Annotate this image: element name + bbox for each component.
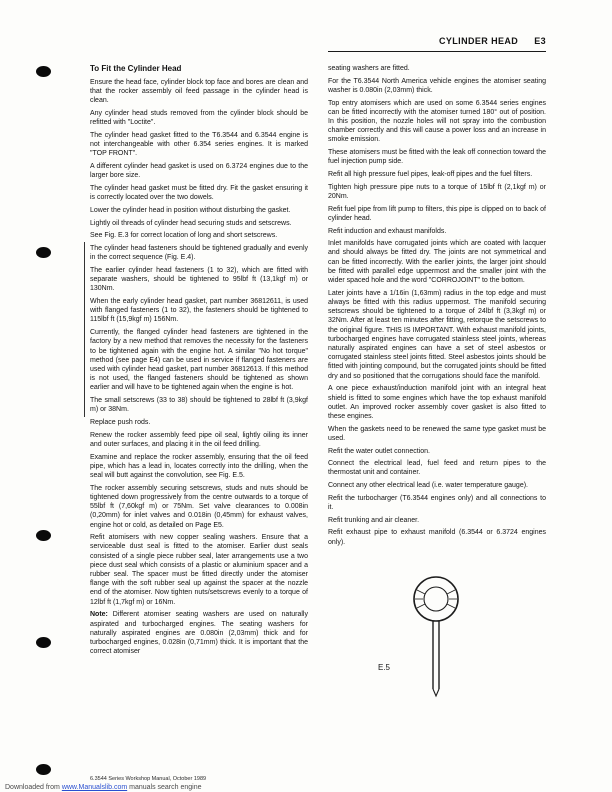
paragraph: The cylinder head fasteners should be tightened gradually and evenly in the correct sequence (Fig. E.4).	[90, 245, 308, 262]
right-column	[328, 64, 546, 705]
text-columns	[90, 64, 546, 705]
paragraph: Tighten high pressure pipe nuts to a torque of 15lbf ft (2,1kgf m) or 20Nm.	[328, 183, 546, 200]
page-header	[439, 36, 546, 46]
footer-text: 6.3544 Series Workshop Manual, October 1989	[90, 776, 207, 782]
note-paragraph	[90, 610, 308, 656]
paragraph: Replace push rods.	[90, 419, 151, 426]
paragraph: Connect the electrical lead, fuel feed and return pipes to the thermostat unit and container.	[328, 460, 546, 477]
paragraph: Top entry atomisers which are used on some 6.3544 series engines can be fitted incorrectly with the atomiser turned 180° out of position. In this position, the nozzle holes will not spray into the combustion chamber correctly and this will cause a power loss and an increase in smoke emission.	[328, 99, 546, 144]
header-rule	[328, 51, 546, 52]
binder-hole-mark	[36, 530, 51, 541]
paragraph: Ensure the head face, cylinder block top face and bores are clean and that the rocker assembly oil feed passage in the cylinder head is clean.	[90, 79, 308, 105]
paragraph: Refit atomisers with new copper sealing washers. Ensure that a serviceable dust seal is fitted to the atomiser. Earlier dust seals consisted of a single piece rubber seal, later arrangements use a two piece dust seal which consists of a plastic or aluminium spacer and a rubber seal. The spacer must be fitted directly under the atomiser flange with the soft rubber seal up against the spacer at the nozzle end of the atomiser. Now tighten nuts/setscrews evenly to a torque of 12lbf ft (1,7kgf m) or 16Nm.	[90, 534, 308, 606]
note-text: Different atomiser seating washers are used on naturally aspirated and turbocharged engines. The seating washers for naturally aspirated engines are 0.080in (2,03mm) thick and for turbocharged engines, 0.028in (0,71mm) thick. It is important that the correct atomiser	[90, 611, 308, 656]
paragraph: Connect any other electrical lead (i.e. water temperature gauge).	[328, 482, 528, 490]
paragraph: Inlet manifolds have corrugated joints which are coated with lacquer and should always be fitted dry. The joints are not symmetrical and can be fitted incorrectly. With the earlier joints, the larger joint should be fitted with parallel edge uppermost and the smaller joint with the wider spaced hole and the word "CORROJOINT" to the bottom.	[328, 240, 546, 285]
paragraph: Renew the rocker assembly feed pipe oil seal, lightly oiling its inner and outer surfaces, and placing it in the oil feed drilling.	[90, 431, 308, 448]
paragraph: The cylinder head gasket must be fitted dry. Fit the gasket ensuring it is correctly located over the two dowels.	[90, 185, 308, 202]
oil-seal-diagram	[404, 573, 468, 701]
note-label: Note:	[90, 611, 108, 619]
paragraph: For the T6.3544 North America vehicle engines the atomiser seating washer is 0.080in (2,03mm) thick.	[328, 77, 546, 94]
page-header-title: CYLINDER HEAD	[438, 36, 519, 46]
paragraph: Refit the turbocharger (T6.3544 engines only) and all connections to it.	[328, 494, 546, 512]
paragraph: The rocker assembly securing setscrews, studs and nuts should be tightened down progressively from the centre outwards to a torque of 55lbf ft (7,60kgf m) or 75Nm. Set valve clearances to 0.008in (0,20mm) for inlet valves and 0.018in (0,45mm) for exhaust valves, engine hot or cold, as detailed on Page E5.	[90, 484, 308, 529]
paragraph: The earlier cylinder head fasteners (1 to 32), which are fitted with separate washers, should be tightened to 95lbf ft (13,1kgf m) or 130Nm.	[90, 266, 308, 293]
paragraph: Refit induction and exhaust manifolds.	[328, 227, 447, 235]
paragraph: Later joints have a 1/16in (1,63mm) radius in the top edge and must always be fitted with this radius uppermost. The manifold securing setscrews should be tightened to a torque of 24lbf ft (3,3kgf m) or 32Nm. After at least ten minutes after fitting, retorque the setscrews to the original figure. THIS IS IMPORTANT. With exhaust manifold joints, turbocharged engines have corrugated stainless steel joints, whereas naturally aspirated engines can have a set of steel asbestos or corrugated stainless steel joints fitted. Steel asbestos joints should be fitted with jointing compound, but the corrugated joints should be fitted dry and so positioned that the corrugations should face the manifold.	[328, 289, 546, 380]
paragraph: When the gaskets need to be renewed the same type gasket must be used.	[328, 425, 546, 442]
paragraph: When the early cylinder head gasket, part number 36812611, is used with flanged fasteners (1 to 32), the fasteners should be tightened to 115lbf ft (15,9kgf m) 156Nm.	[90, 298, 308, 324]
manualslib-link[interactable]: www.Manualslib.com	[61, 784, 128, 791]
watermark	[5, 784, 202, 791]
paragraph: The small setscrews (33 to 38) should be tightened to 28lbf ft (3,9kgf m) or 38Nm.	[90, 397, 308, 414]
paragraph: The cylinder head gasket fitted to the T6.3544 and 6.3544 engine is not interchangeable with other 6.354 series engines. It is marked "TOP FRONT".	[90, 132, 308, 158]
watermark-suffix: manuals search engine	[127, 784, 202, 791]
paragraph: seating washers are fitted.	[328, 65, 410, 72]
watermark-prefix: Downloaded from	[5, 784, 62, 791]
paragraph: Any cylinder head studs removed from the cylinder block should be refitted with "Loctite".	[90, 110, 308, 127]
paragraph: Refit fuel pipe from lift pump to filters, this pipe is clipped on to back of cylinder head.	[328, 205, 546, 222]
section-heading: To Fit the Cylinder Head	[90, 64, 182, 73]
paragraph: Refit all high pressure fuel pipes, leak-off pipes and the fuel filters.	[328, 171, 533, 179]
binder-hole-mark	[36, 247, 51, 258]
paragraph: See Fig. E.3 for correct location of long and short setscrews.	[90, 232, 278, 240]
binder-hole-mark	[36, 66, 51, 77]
paragraph: These atomisers must be fitted with the leak off connection toward the fuel injection pump side.	[328, 149, 546, 166]
paragraph: Refit trunking and air cleaner.	[328, 516, 420, 524]
figure-e5	[328, 573, 546, 705]
left-column	[90, 64, 308, 705]
paragraph: Lower the cylinder head in position without disturbing the gasket.	[90, 206, 291, 214]
paragraph: Refit the water outlet connection.	[328, 447, 430, 455]
paragraph: Lightly oil threads of cylinder head securing studs and setscrews.	[90, 219, 292, 227]
paragraph: Currently, the flanged cylinder head fasteners are tightened in the factory by a new method that removes the necessity for the fasteners to be tightened again with the engine hot. A similar "No hot torque" method (see page E4) can be used in service if flanged fasteners are used with cylinder head gasket, part number 36812613. If this method is not used, the flanged fasteners should be tightened as shown earlier and will have to be tightened again when the engine is hot.	[90, 329, 308, 392]
paragraph: A one piece exhaust/induction manifold joint with an integral heat shield is fitted to some engines which have the top exhaust manifold outlet. An improved rocker assembly cover gasket is also fitted to these engines.	[328, 385, 546, 420]
binder-hole-mark	[36, 637, 51, 648]
paragraph: Examine and replace the rocker assembly, ensuring that the oil feed pipe, which has a lead in, locates correctly into the drilling, when the seal will butt against the convolution, see Fig. E.5.	[90, 453, 308, 480]
paragraph: A different cylinder head gasket is used on 6.3724 engines due to the larger bore size.	[90, 163, 308, 180]
figure-label: E.5	[378, 662, 391, 672]
paragraph: Refit exhaust pipe to exhaust manifold (6.3544 or 6.3724 engines only).	[328, 529, 546, 546]
page-number: E3	[534, 36, 546, 46]
binder-hole-mark	[36, 764, 51, 775]
